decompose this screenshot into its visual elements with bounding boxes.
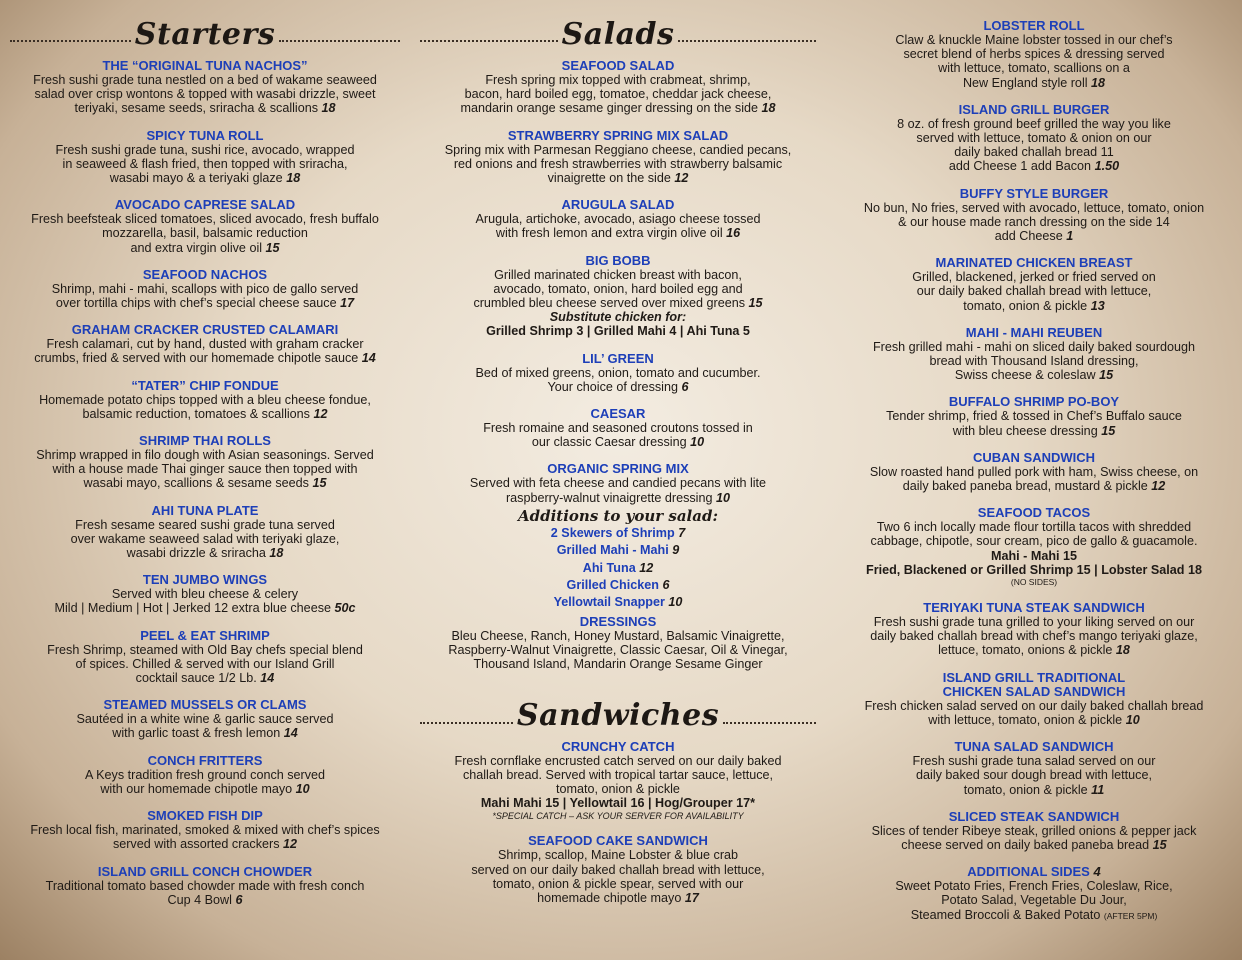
menu-item-cuban-sandwich [848,451,1220,493]
item-price: 18 [286,171,301,186]
item-description: Shrimp, mahi - mahi, scallops with pico de gallo served over tortilla chips with chef’s special cheese sauce 17 [51,281,359,311]
item-name: TUNA SALAD SANDWICH [954,739,1114,755]
item-description: Grilled marinated chicken breast with bacon, avocado, tomato, onion, hard boiled egg and crumbled bleu cheese served over mixed greens 15 [473,267,763,311]
item-name: MAHI - MAHI REUBEN [965,324,1103,340]
item-price: 18 [321,101,336,116]
item-name: SHRIMP THAI ROLLS [139,433,271,449]
item-description: Fresh sushi grade tuna, sushi rice, avocado, wrapped in seaweed & flash fried, then topped with sriracha, wasabi mayo & a teriyaki glaze 18 [55,142,355,186]
item-price: 11 [1091,782,1105,797]
addition-price: 10 [668,595,683,610]
item-name: PEEL & EAT SHRIMP [140,627,270,643]
item-price: 15 [1099,368,1114,383]
item-price: 4 [1093,864,1101,880]
item-options: Mahi Mahi 15 | Yellowtail 16 | Hog/Grouper 17* [480,796,756,811]
substitute-options: Grilled Shrimp 3 | Grilled Mahi 4 | Ahi Tuna 5 [486,324,750,339]
item-description: Fresh calamari, cut by hand, dusted with graham cracker crumbs, fried & served with our homemade chipotle sauce 14 [34,337,376,366]
menu-item-caesar [420,407,816,449]
menu-item-tater-chip-fondue [10,379,400,421]
item-name: ISLAND GRILL BURGER [958,101,1110,117]
item-price: 12 [313,406,328,421]
item-price: 12 [1151,479,1166,494]
menu-item-seafood-tacos [848,506,1220,588]
item-description: Arugula, artichoke, avocado, asiago cheese tossed with fresh lemon and extra virgin olive oil 16 [475,212,761,241]
item-price: 14 [260,671,275,686]
item-description: Shrimp, scallop, Maine Lobster & blue crab served on our daily baked challah bread with lettuce, tomato, onion & pickle spear, served with our homemade chipotle mayo 17 [471,848,765,905]
item-name: SEAFOOD SALAD [561,58,675,73]
item-description: Fresh spring mix topped with crabmeat, shrimp, bacon, hard boiled egg, tomatoe, cheddar jack cheese, mandarin orange sesame ginger dressing on the side 18 [460,73,776,116]
item-price: 16 [726,226,741,241]
item-price: 1 [1066,229,1074,244]
menu-item-avocado-caprese-salad [10,198,400,255]
menu-item-organic-spring-mix [420,462,816,504]
item-note: (AFTER 5PM) [1103,910,1158,921]
menu-item-lil-green [420,352,816,394]
item-name: ARUGULA SALAD [561,197,675,213]
item-option-line: Fried, Blackened or Grilled Shrimp 15 | Lobster Salad 18 [866,562,1202,577]
item-description: Claw & knuckle Maine lobster tossed in our chef’s secret blend of herbs spices & dressing served with lettuce, tomato, scallions on a New England style roll 18 [895,33,1173,90]
item-description: Sautéed in a white wine & garlic sauce served with garlic toast & fresh lemon 14 [76,712,334,741]
sandwiches-column [848,0,1220,922]
item-name: LOBSTER ROLL [983,18,1085,33]
addition-price: 9 [672,543,680,558]
menu-item-spicy-tuna-roll [10,129,400,186]
item-name: BIG BOBB [585,252,651,268]
item-name: STEAMED MUSSELS OR CLAMS [103,697,307,713]
menu-item-mahi-mahi-reuben [848,326,1220,383]
item-description: Fresh sushi grade tuna grilled to your liking served on our daily baked challah bread with chef’s mango teriyaki glaze, lettuce, tomato, onions & pickle 18 [870,615,1198,658]
item-name: TERIYAKI TUNA STEAK SANDWICH [923,600,1145,616]
item-price: 17 [684,890,699,905]
item-name: SMOKED FISH DIP [147,808,263,824]
item-name: CRUNCHY CATCH [561,738,675,754]
menu-item-arugula-salad [420,198,816,240]
item-description: A Keys tradition fresh ground conch served with our homemade chipotle mayo 10 [84,767,326,796]
item-description: Fresh sushi grade tuna salad served on our daily baked sour dough bread with lettuce, tomato, onion & pickle 11 [912,754,1156,797]
item-note: *SPECIAL CATCH – ASK YOUR SERVER FOR AVAILABILITY [492,811,744,822]
item-name: CONCH FRITTERS [147,752,263,768]
menu-item-sliced-steak-sandwich [848,810,1220,852]
additions-section [420,507,816,612]
item-price: 13 [1090,298,1105,313]
item-price: 15 [265,240,280,255]
item-price: 1.50 [1094,159,1120,174]
item-price: 18 [761,101,776,116]
item-name: BUFFY STYLE BURGER [959,185,1109,201]
item-price: 10 [715,490,730,505]
menu-item-ten-jumbo-wings [10,573,400,615]
item-price: 10 [690,435,705,450]
item-name: SEAFOOD CAKE SANDWICH [528,833,708,849]
item-name: CUBAN SANDWICH [972,449,1096,465]
item-option-line: Mahi - Mahi 15 [990,548,1078,563]
item-price: 18 [1115,643,1130,658]
item-name: GRAHAM CRACKER CRUSTED CALAMARI [71,322,339,338]
item-name: THE “ORIGINAL TUNA NACHOS” [102,58,308,73]
item-price: 50c [334,601,356,616]
item-name: ADDITIONAL SIDES 4 [967,864,1101,880]
right-list [848,19,1220,493]
menu-item-graham-cracker-crusted-calamari [10,323,400,365]
item-name: ISLAND GRILL CONCH CHOWDER [97,863,313,879]
item-description: Fresh romaine and seasoned croutons tossed in our classic Caesar dressing 10 [483,421,753,450]
menu-item-lobster-roll [848,19,1220,90]
menu-item-ahi-tuna-plate [10,504,400,561]
starters-list [10,59,400,907]
item-name: ISLAND GRILL TRADITIONAL CHICKEN SALAD SANDWICH [942,669,1126,699]
item-description: Served with bleu cheese & celery Mild | Medium | Hot | Jerked 12 extra blue cheese 50c [54,587,356,616]
sandwiches-heading [420,694,816,738]
menu-item-marinated-chicken-breast [848,256,1220,313]
item-name: STRAWBERRY SPRING MIX SALAD [507,127,729,143]
item-description: Fresh grilled mahi - mahi on sliced daily baked sourdough bread with Thousand Island dressing, Swiss cheese & coleslaw 15 [872,339,1195,383]
dressings-title: DRESSINGS [579,613,657,629]
item-description: Fresh cornflake encrusted catch served on our daily baked challah bread. Served with tropical tartar sauce, lettuce, tomato, onion & pickle [454,753,782,796]
menu-item-island-grill-burger [848,103,1220,174]
menu-item-peel-eat-shrimp [10,629,400,686]
item-description: Fresh Shrimp, steamed with Old Bay chefs special blend of spices. Chilled & served with our Island Grill cocktail sauce 1/2 Lb. 14 [47,642,363,686]
item-name: ORGANIC SPRING MIX [547,461,689,477]
item-description: 8 oz. of fresh ground beef grilled the way you like served with lettuce, tomato & onion on our daily baked challah bread 11 add Cheese 1 add Bacon 1.50 [897,116,1171,174]
item-price: 18 [269,546,284,561]
dressings-section [420,615,816,672]
substitute-label: Substitute chicken for: [549,310,687,325]
heading-divider [678,40,816,42]
item-price: 15 [1152,837,1167,852]
item-description: Fresh chicken salad served on our daily baked challah bread with lettuce, tomato, onion & pickle 10 [864,698,1204,727]
salads-list [420,59,816,505]
menu-item-steamed-mussels-or-clams [10,698,400,740]
item-description: Slow roasted hand pulled pork with ham, Swiss cheese, on daily baked paneba bread, mustard & pickle 12 [869,464,1199,494]
starters-title: Starters [134,16,276,52]
menu-item-island-grill-traditional-chicken-salad-sandwich [848,671,1220,727]
item-name: CAESAR [590,406,646,422]
heading-divider [10,40,131,42]
menu-item-tuna-salad-sandwich [848,740,1220,797]
item-name: SEAFOOD TACOS [977,505,1091,521]
addition-price: 7 [678,525,686,540]
item-name: AVOCADO CAPRESE SALAD [114,197,296,213]
menu-item-shrimp-thai-rolls [10,434,400,491]
item-name: SEAFOOD NACHOS [142,266,268,282]
item-name: AHI TUNA PLATE [151,502,259,518]
item-price: 15 [748,296,763,311]
item-description: Traditional tomato based chowder made with fresh conch Cup 4 Bowl 6 [45,878,365,907]
item-note: (NO SIDES) [1010,577,1058,588]
item-description: Two 6 inch locally made flour tortilla tacos with shredded cabbage, chipotle, sour cream, pico de gallo & guacamole. [870,520,1198,549]
item-description: Tender shrimp, fried & tossed in Chef’s Buffalo sauce with bleu cheese dressing 15 [886,409,1182,438]
item-description: Sweet Potato Fries, French Fries, Coleslaw, Rice, Potato Salad, Vegetable Du Jour, Steamed Broccoli & Baked Potato (AFTER 5PM) [895,879,1173,922]
item-description: Shrimp wrapped in filo dough with Asian seasonings. Served with a house made Thai ginger sauce then topped with wasabi mayo, scallions & sesame seeds 15 [36,448,374,491]
item-price: 14 [283,726,298,741]
item-price: 14 [361,351,376,366]
menu-item-teriyaki-tuna-steak-sandwich [848,601,1220,658]
dressings-text: Bleu Cheese, Ranch, Honey Mustard, Balsamic Vinaigrette, Raspberry-Walnut Vinaigrette, Classic Caesar, Oil & Vinegar, Thousand Island, Mandarin Orange Sesame Ginger [448,628,788,672]
item-description: Spring mix with Parmesan Reggiano cheese, candied pecans, red onions and fresh strawberries with strawberry balsamic vinaigrette on the side 12 [444,142,792,186]
item-price: 6 [235,892,243,907]
item-description: Served with feta cheese and candied pecans with lite raspberry-walnut vinaigrette dressing 10 [469,476,767,505]
item-price: 15 [312,476,327,491]
heading-divider [279,40,400,42]
item-price: 10 [295,781,310,796]
menu-item-seafood-cake-sandwich [420,834,816,905]
menu-item-buffy-style-burger [848,187,1220,244]
heading-divider [723,722,816,724]
addition-price: 12 [639,560,654,575]
item-description: Fresh sushi grade tuna nestled on a bed of wakame seaweed salad over crisp wontons & topped with wasabi drizzle, sweet teriyaki, sesame seeds, sriracha & scallions 18 [33,73,377,116]
menu-item-buffalo-shrimp-po-boy [848,395,1220,437]
item-description: Grilled, blackened, jerked or fried served on our daily baked challah bread with lettuce, tomato, onion & pickle 13 [912,270,1156,313]
item-price: 18 [1091,75,1106,90]
right-list-2 [848,601,1220,852]
salad-addition: Grilled Chicken 6 [566,578,670,593]
menu-item-crunchy-catch [420,740,816,823]
addition-price: 6 [662,578,670,593]
item-description: Fresh sesame seared sushi grade tuna served over wakame seaweed salad with teriyaki glaze, wasabi drizzle & sriracha 18 [70,517,340,561]
salad-addition: Yellowtail Snapper 10 [553,595,683,610]
item-description: Fresh beefsteak sliced tomatoes, sliced avocado, fresh buffalo mozzarella, basil, balsamic reduction and extra virgin olive oil 15 [31,212,379,255]
item-description: Fresh local fish, marinated, smoked & mixed with chef’s spices served with assorted crackers 12 [30,823,380,852]
menu-item-the-original-tuna-nachos [10,59,400,116]
salad-addition: 2 Skewers of Shrimp 7 [550,525,686,540]
heading-divider [420,40,558,42]
menu-item-conch-fritters [10,754,400,796]
menu-item-seafood-nachos [10,268,400,310]
item-description: Homemade potato chips topped with a bleu cheese fondue, balsamic reduction, tomatoes & scallions 12 [39,392,371,421]
menu-item-smoked-fish-dip [10,809,400,851]
item-price: 6 [681,379,689,394]
salad-addition: Grilled Mahi - Mahi 9 [556,543,680,558]
item-price: 12 [283,837,298,852]
additions-list [420,525,816,612]
item-name: “TATER” CHIP FONDUE [131,377,279,393]
item-price: 15 [1101,423,1116,438]
starters-column [10,0,400,907]
item-name: SPICY TUNA ROLL [146,127,264,143]
menu-item-island-grill-conch-chowder [10,865,400,907]
item-description: Bed of mixed greens, onion, tomato and cucumber. Your choice of dressing 6 [475,365,761,394]
starters-heading [10,12,400,56]
salads-column [420,0,816,905]
heading-divider [420,722,513,724]
item-name: TEN JUMBO WINGS [142,572,268,588]
item-price: 12 [674,171,689,186]
item-name: SLICED STEAK SANDWICH [948,808,1120,824]
menu-item-additional-sides [848,865,1220,922]
salads-heading [420,12,816,56]
menu-item-strawberry-spring-mix-salad [420,129,816,186]
item-description: No bun, No fries, served with avocado, lettuce, tomato, onion & our house made ranch dressing on the side 14 add Cheese 1 [863,200,1205,244]
additions-title: Additions to your salad: [517,506,719,525]
item-name: MARINATED CHICKEN BREAST [935,255,1133,271]
item-name: LIL’ GREEN [582,350,654,366]
salads-title: Salads [561,16,675,52]
item-name: BUFFALO SHRIMP PO-BOY [948,394,1120,410]
menu-item-big-bobb [420,254,816,339]
menu-item-seafood-salad [420,59,816,116]
item-price: 17 [340,296,355,311]
item-description: Slices of tender Ribeye steak, grilled onions & pepper jack cheese served on daily baked paneba bread 15 [871,823,1197,852]
salad-addition: Ahi Tuna 12 [582,560,654,575]
item-price: 10 [1125,712,1140,727]
sandwiches-title: Sandwiches [516,698,720,733]
